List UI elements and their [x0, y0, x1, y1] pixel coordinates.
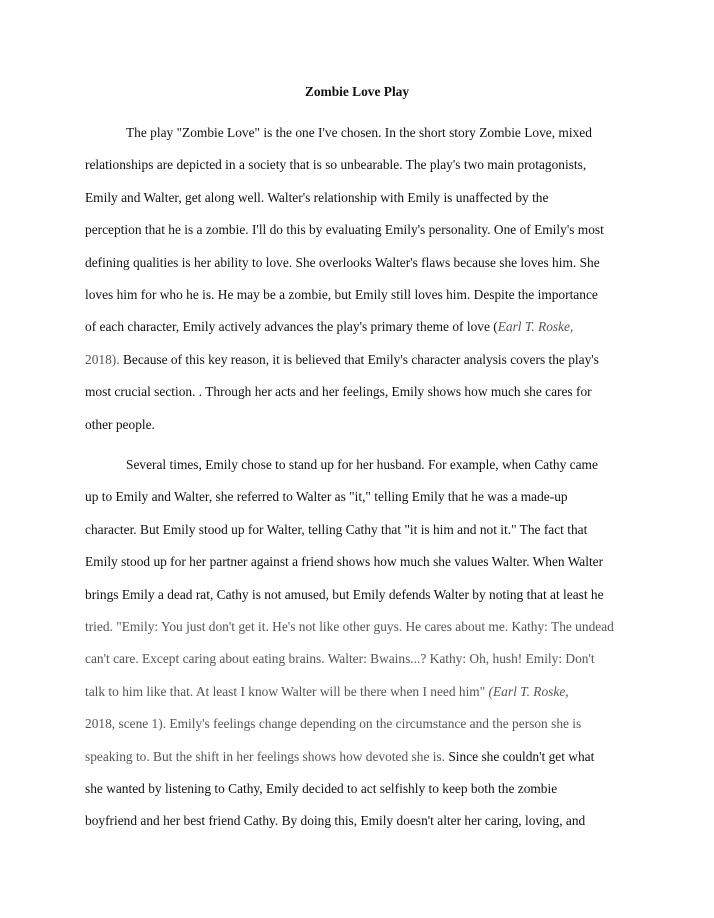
body-text-run: speaking to. But the shift in her feelings shows how devoted she is. — [85, 748, 446, 764]
paragraph-2-line — [85, 747, 594, 767]
paragraph-2-line — [85, 714, 581, 734]
paragraph-2-line — [85, 552, 603, 572]
paragraph-2-line — [85, 682, 569, 702]
paragraph-1-line — [85, 285, 598, 305]
body-text-run: 2018). — [85, 351, 120, 367]
body-text-run: perception that he is a zombie. I'll do this by evaluating Emily's personality. One of Emily's most — [85, 222, 604, 238]
body-text-run: 2018, scene 1). Emily's feelings change depending on the circumstance and the person she is — [85, 716, 582, 732]
body-text-run: talk to him like that. At least I know Walter will be there when I need him" — [85, 683, 489, 699]
body-text-run: she wanted by listening to Cathy, Emily decided to act selfishly to keep both the zombie — [85, 781, 558, 796]
citation-text: (Earl T. Roske, — [488, 683, 569, 699]
paragraph-1-line — [85, 350, 599, 370]
paragraph-2-line — [126, 455, 598, 475]
body-text-run: loves him for who he is. He may be a zombie, but Emily still loves him. Despite the importance — [85, 287, 598, 302]
body-text-run: can't care. Except caring about eating brains. Walter: Bwains...? Kathy: Oh, hush! Emily: Don't — [85, 651, 595, 667]
paragraph-2-line — [85, 487, 568, 507]
body-text-run: other people. — [85, 416, 155, 432]
paragraph-1-line — [85, 188, 548, 208]
paragraph-1-line — [85, 415, 155, 435]
citation-text: Earl T. Roske, — [497, 319, 574, 335]
body-text-run: boyfriend and her best friend Cathy. By doing this, Emily doesn't alter her caring, loving, and — [85, 813, 586, 829]
paragraph-2-line — [85, 617, 614, 637]
body-text-run: The play "Zombie Love" is the one I've chosen. In the short story Zombie Love, mixed — [126, 125, 592, 140]
paragraph-2-line — [85, 585, 604, 605]
body-text-run: Emily and Walter, get along well. Walter's relationship with Emily is unaffected by the — [85, 189, 549, 205]
body-text-run: defining qualities is her ability to love. She overlooks Walter's flaws because she loves him. She — [85, 254, 600, 270]
body-text-run: of each character, Emily actively advances the play's primary theme of love ( — [85, 319, 498, 335]
body-text-run: most crucial section. . Through her acts and her feelings, Emily shows how much she cares for — [85, 384, 592, 400]
paragraph-1-line — [85, 317, 573, 337]
paragraph-2-line — [85, 520, 587, 540]
paragraph-1-line — [126, 123, 592, 143]
body-text-run: Several times, Emily chose to stand up for her husband. For example, when Cathy came — [126, 457, 598, 472]
paragraph-1-line — [85, 382, 592, 402]
body-text-run: Because of this key reason, it is believed that Emily's character analysis covers the play's — [119, 351, 599, 367]
body-text-run: up to Emily and Walter, she referred to Walter as "it," telling Emily that he was a made-up — [85, 489, 568, 505]
paragraph-1-line — [85, 220, 604, 240]
paragraph-1-line — [85, 253, 600, 273]
body-text-run: Since she couldn't get what — [445, 748, 595, 764]
paragraph-1-line — [85, 155, 586, 175]
body-text-run: Emily stood up for her partner against a friend shows how much she values Walter. When Walter — [85, 554, 604, 570]
document-title: Zombie Love Play — [304, 84, 410, 99]
body-text-run: brings Emily a dead rat, Cathy is not amused, but Emily defends Walter by noting that at least he — [85, 586, 604, 602]
paragraph-2-line — [85, 649, 595, 669]
body-text-run: character. But Emily stood up for Walter, telling Cathy that "it is him and not it." The fact that — [85, 521, 588, 537]
paragraph-2-line — [85, 779, 557, 799]
body-text-run: relationships are depicted in a society that is so unbearable. The play's two main protagonists, — [85, 157, 587, 173]
paragraph-2-line — [85, 811, 585, 831]
body-text-run: tried. "Emily: You just don't get it. He's not like other guys. He cares about me. Kathy: The undead — [85, 619, 614, 634]
